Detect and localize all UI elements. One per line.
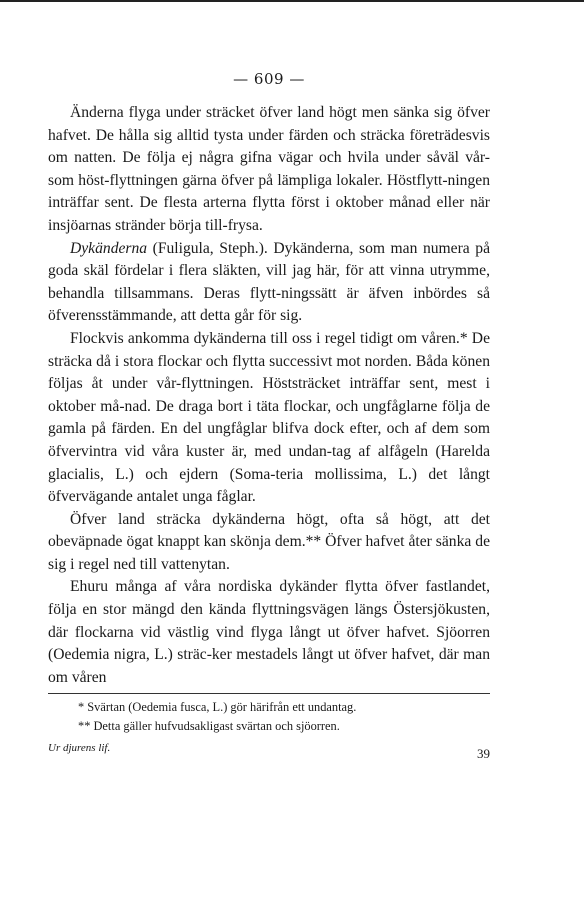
footnote-2: ** Detta gäller hufvudsakligast svärtan och sjöorren. [78, 719, 340, 734]
paragraph-2-heading: Dykänderna [70, 239, 148, 257]
page-footer [48, 742, 490, 762]
book-page [48, 70, 490, 762]
paragraph-5: Ehuru många af våra nordiska dykänder flytta öfver fastlandet, följa en stor mängd den kända flyttningsvägen längs Östersjökusten, där flockarna vid västlig vind flyga långt ut öfver hafvet. Sjöorren (Oedemia nigra, L.) sträc-ker mestadels långt ut öfver hafvet, där man om våren [48, 578, 490, 686]
paragraph-2-text: (Fuligula, Steph.). Dykänderna, som man numera på goda skäl fördelar i flera släkten, vill jag här, för att vinna utrymme, behandla tillsammans. Deras flytt-ningssätt är äfven inbördes så öfverensstämmande, att detta går för sig. [48, 239, 490, 325]
body-text [48, 102, 490, 689]
paragraph-4: Öfver land sträcka dykänderna högt, ofta så högt, att det obeväpnade ögat knappt kan skönja dem.** Öfver hafvet åter sänka de sig i regel ned till vattenytan. [48, 510, 490, 573]
footnotes [48, 693, 490, 736]
top-rule [0, 0, 584, 2]
page-number: — 609 — [233, 70, 305, 88]
paragraph-2 [48, 238, 490, 328]
footnote-1: * Svärtan (Oedemia fusca, L.) gör härifrån ett undantag. [78, 700, 357, 715]
paragraph-1: Änderna flyga under sträcket öfver land högt men sänka sig öfver hafvet. De hålla sig alltid tysta under färden och sträcka företrädesvis om natten. De följa ej några gifna vägar och hvila under såväl vår- som höst-flyttningen gärna öfver på lämpliga lokaler. Höstflytt-ningen inträffar sent. De flesta arterna flytta först i oktober månad eller när insjöarnas stränder börja till-frysa. [48, 104, 490, 234]
sheet-number: 39 [477, 746, 490, 762]
paragraph-3: Flockvis ankomma dykänderna till oss i regel tidigt om våren.* De sträcka då i stora flockar och flytta successivt mot norden. Båda könen följas åt under vår-flyttningen. Höststräcket inträffar sent, mest i oktober må-nad. De draga bort i täta flockar, och ungfåglarne följa de gamla på färden. En del ungfåglar blifva dock efter, och af dem som öfvervintra vid våra kuster är, med undan-tag af alfågeln (Harelda glacialis, L.) och ejdern (Soma-teria mollissima, L.) det långt öfvervägande antalet unga fåglar. [48, 329, 490, 506]
signature-mark: Ur djurens lif. [48, 742, 111, 755]
